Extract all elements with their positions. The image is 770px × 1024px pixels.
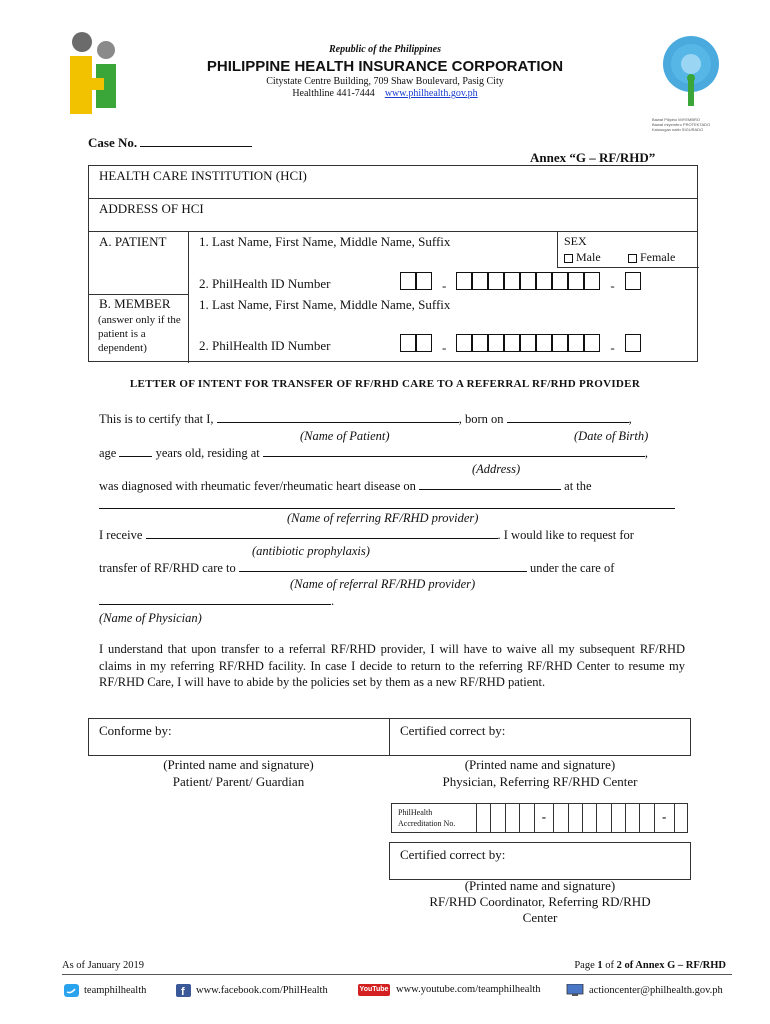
page-indicator: [574, 960, 726, 971]
patient-role: Patient/ Parent/ Guardian: [172, 774, 305, 789]
female-option[interactable]: [628, 250, 675, 265]
youtube-url: www.youtube.com/teamphilhealth: [396, 984, 541, 995]
member-id-boxes[interactable]: [400, 334, 641, 357]
under-care-text: under the care of: [530, 561, 615, 575]
physician-line: [99, 594, 334, 609]
facebook-link[interactable]: [176, 984, 328, 997]
comma: ,: [644, 446, 648, 460]
birth-date-field[interactable]: [507, 422, 629, 423]
period: .: [331, 594, 335, 608]
certified-label-2: Certified correct by:: [400, 847, 506, 862]
transfer-text: transfer of RF/RHD care to: [99, 561, 236, 575]
corporation-address: Citystate Centre Building, 709 Shaw Boulevard, Pasig City: [266, 76, 504, 87]
as-of: As of January 2019: [62, 960, 144, 971]
i-receive-text: I receive: [99, 528, 143, 542]
logo-line-3: Kalusugan natin SIGURADO: [652, 127, 704, 132]
coordinator-role: RF/RHD Coordinator, Referring RD/RHD Center: [429, 894, 651, 925]
referral-provider-caption: (Name of referral RF/RHD provider): [290, 577, 476, 591]
footer-top: [62, 960, 732, 975]
diagnosed-line: [99, 479, 592, 494]
transfer-line: [99, 561, 614, 576]
hci-address-row[interactable]: [88, 198, 698, 232]
accreditation-dash: -: [534, 804, 554, 832]
referring-provider-caption: (Name of referring RF/RHD provider): [287, 511, 479, 525]
page-suffix: of Annex G – RF/RHD: [624, 960, 726, 971]
twitter-link[interactable]: [64, 984, 146, 997]
patient-signature-caption: [88, 756, 389, 790]
female-label: Female: [640, 250, 676, 264]
member-id-label: 2. PhilHealth ID Number: [199, 338, 331, 353]
certify-line: [99, 412, 679, 427]
diagnosis-date-field[interactable]: [419, 489, 561, 490]
age-line: [99, 446, 648, 461]
computer-icon: [566, 984, 584, 997]
name-patient-caption: (Name of Patient): [300, 429, 390, 443]
accreditation-box[interactable]: [391, 803, 688, 833]
id-dash: -: [610, 278, 615, 293]
member-note: (answer only if the patient is a dependent): [98, 314, 181, 354]
case-no: [88, 135, 252, 151]
email-address: actioncenter@philhealth.gov.ph: [589, 984, 723, 996]
page-num: 1: [597, 960, 603, 971]
referral-provider-field[interactable]: [239, 571, 527, 572]
twitter-handle: teamphilhealth: [84, 984, 147, 996]
id-dash: -: [442, 278, 447, 293]
patient-id-boxes[interactable]: [400, 272, 641, 295]
years-old-text: years old, residing at: [155, 446, 260, 460]
referring-provider-field[interactable]: [99, 508, 675, 509]
facebook-icon: [176, 984, 191, 997]
receive-line: [99, 528, 634, 543]
printed-name-3: (Printed name and signature): [464, 878, 616, 893]
female-checkbox[interactable]: [628, 254, 637, 263]
healthline-row: [0, 88, 770, 99]
understand-paragraph: I understand that upon transfer to a referral RF/RHD provider, I will have to waive all my subsequent RF/RHD claims in my referring RF/RHD facility. In case I decide to return to the referring RF/RHD Center to resume my RF/RHD Care, I will have to abide by the policies set by them as a new RF/RHD patient.: [99, 642, 685, 689]
youtube-icon: YouTube: [358, 984, 390, 996]
page-of: of: [605, 960, 614, 971]
patient-id-label: 2. PhilHealth ID Number: [199, 276, 331, 291]
sex-cell: [557, 232, 699, 268]
case-no-label: Case No.: [88, 135, 138, 150]
patient-member-block: [88, 231, 698, 362]
request-for-text: . I would like to request for: [497, 528, 634, 542]
born-on-text: , born on: [458, 412, 504, 426]
republic-text: Republic of the Philippines: [329, 44, 441, 55]
male-option[interactable]: [564, 250, 601, 265]
certify-text: This is to certify that I,: [99, 412, 214, 426]
physician-role: Physician, Referring RF/RHD Center: [442, 774, 638, 789]
hci-label: HEALTH CARE INSTITUTION (HCI): [99, 168, 307, 183]
letter-title: LETTER OF INTENT FOR TRANSFER OF RF/RHD CARE TO A REFERRAL RF/RHD PROVIDER: [129, 378, 641, 390]
conforme-label: Conforme by:: [99, 723, 172, 738]
svg-text:f: f: [181, 986, 185, 997]
male-checkbox[interactable]: [564, 254, 573, 263]
facebook-url: www.facebook.com/PhilHealth: [196, 984, 328, 996]
email-link[interactable]: [566, 984, 723, 997]
youtube-link[interactable]: [358, 984, 541, 995]
age-field[interactable]: [119, 456, 152, 457]
male-label: Male: [576, 250, 601, 264]
patient-name-field[interactable]: [217, 422, 459, 423]
case-no-field[interactable]: [140, 146, 252, 147]
antibiotic-field[interactable]: [146, 538, 498, 539]
page-total: 2: [616, 960, 622, 971]
address-field[interactable]: [263, 456, 645, 457]
id-dash: -: [610, 340, 615, 355]
hci-address-label: ADDRESS OF HCI: [99, 201, 204, 216]
antibiotic-caption: (antibiotic prophylaxis): [252, 544, 370, 558]
page-prefix: Page: [574, 960, 595, 971]
annex-label: Annex “G – RF/RHD”: [530, 150, 656, 165]
logo-line-2: Bawat miyembro PROTEKTADO: [652, 122, 711, 127]
age-text: age: [99, 446, 117, 460]
at-the-text: at the: [564, 479, 592, 493]
physician-signature-caption: [389, 756, 691, 790]
physician-field[interactable]: [99, 604, 331, 605]
certified-box-1[interactable]: [389, 718, 691, 756]
corporation-name: PHILIPPINE HEALTH INSURANCE CORPORATION: [206, 58, 564, 75]
patient-label: A. PATIENT: [99, 234, 167, 249]
conforme-box[interactable]: [88, 718, 389, 756]
logo-line-1: Bawat Pilipino MIYEMBRO: [652, 117, 701, 122]
healthline: Healthline 441-7444: [292, 88, 375, 99]
comma: ,: [628, 412, 632, 426]
website-link[interactable]: www.philhealth.gov.ph: [384, 88, 478, 99]
accreditation-dash: -: [654, 804, 674, 832]
diagnosed-text: was diagnosed with rheumatic fever/rheumatic heart disease on: [99, 479, 416, 493]
member-label: B. MEMBER: [99, 296, 171, 311]
twitter-icon: [64, 984, 79, 997]
patient-name-label: 1. Last Name, First Name, Middle Name, Suffix: [199, 234, 451, 249]
coordinator-signature-caption: [389, 878, 691, 926]
certified-box-2[interactable]: [389, 842, 691, 880]
physician-caption: (Name of Physician): [99, 611, 202, 625]
accreditation-label: PhilHealth Accreditation No.: [398, 808, 456, 828]
member-name-label: 1. Last Name, First Name, Middle Name, Suffix: [199, 297, 451, 312]
address-caption: (Address): [472, 462, 521, 476]
hci-row[interactable]: [88, 165, 698, 199]
date-birth-caption: (Date of Birth): [574, 429, 649, 443]
sex-label: SEX: [564, 234, 587, 248]
patient-cell: [89, 232, 189, 294]
printed-name-1: (Printed name and signature): [163, 757, 314, 772]
member-cell: [89, 294, 189, 363]
printed-name-2: (Printed name and signature): [464, 757, 616, 772]
certified-label-1: Certified correct by:: [400, 723, 506, 738]
accreditation-boxes[interactable]: [476, 804, 688, 832]
id-dash: -: [442, 340, 447, 355]
